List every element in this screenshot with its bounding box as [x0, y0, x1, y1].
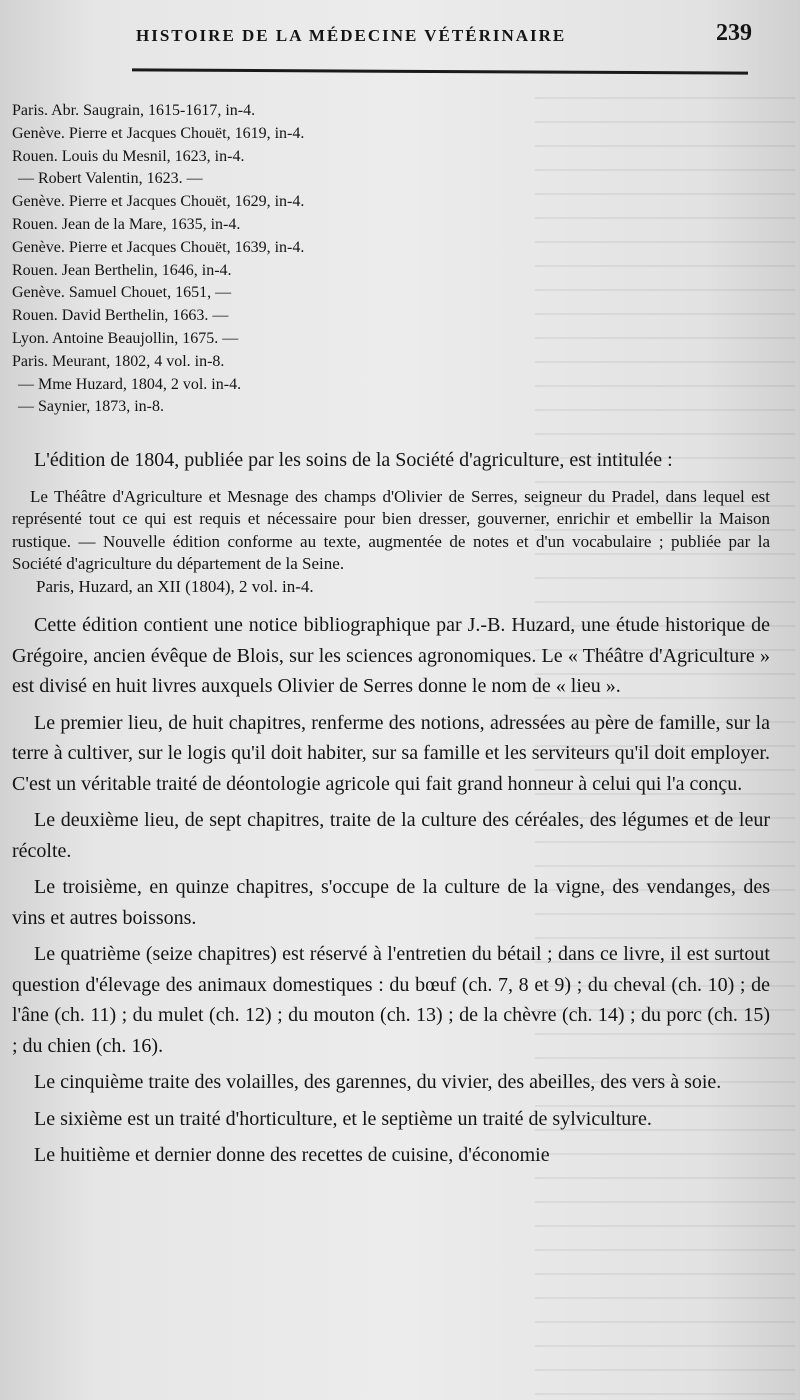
edition-line: — Robert Valentin, 1623. —	[18, 170, 203, 188]
edition-line: — Mme Huzard, 1804, 2 vol. in-4.	[18, 375, 242, 393]
edition-line: Genève. Pierre et Jacques Chouët, 1619, in-4.	[12, 124, 305, 142]
edition-line: Rouen. Jean de la Mare, 1635, in-4.	[12, 215, 241, 233]
title-quotation: Le Théâtre d'Agriculture et Mesnage des champs d'Olivier de Serres, seigneur du Pradel, dans lequel est représenté tout ce qui est requis et nécessaire pour bien dresser, gouverner, enrichir et embellir la Maison rustique. — Nouvelle édition conforme au texte, augmentée de notes et d'un vocabulaire ; publiée par la Société d'agriculture du département de la Seine.	[12, 486, 770, 573]
intro-paragraph: L'édition de 1804, publiée par les soins de la Société d'agriculture, est intitulée :	[34, 449, 673, 471]
page-number: 239	[716, 20, 752, 46]
paragraph: Cette édition contient une notice bibliographique par J.-B. Huzard, une étude historique de Grégoire, ancien évêque de Blois, sur les sciences agronomiques. Le « Théâtre d'Agriculture » est divisé en huit livres auxquels Olivier de Serres donne le nom de « lieu ».	[12, 614, 770, 697]
paragraph: Le troisième, en quinze chapitres, s'occupe de la culture de la vigne, des vendanges, des vins et autres boissons.	[12, 876, 770, 929]
paragraph: Le huitième et dernier donne des recettes de cuisine, d'économie	[34, 1144, 550, 1166]
edition-line: — Saynier, 1873, in-8.	[18, 398, 165, 416]
edition-line: Genève. Pierre et Jacques Chouët, 1629, in-4.	[12, 193, 305, 211]
edition-line: Paris. Abr. Saugrain, 1615-1617, in-4.	[12, 102, 256, 119]
edition-line: Rouen. David Berthelin, 1663. —	[12, 307, 229, 325]
paragraph: Le quatrième (seize chapitres) est réservé à l'entretien du bétail ; dans ce livre, il est surtout question d'élevage des animaux domestiques : du bœuf (ch. 7, 8 et 9) ; du cheval (ch. 10) ; de l'âne (ch. 11) ; du mulet (ch. 12) ; du mouton (ch. 13) ; de la chèvre (ch. 14) ; du porc (ch. 15) ; du chien (ch. 16).	[12, 943, 770, 1057]
edition-line: Genève. Samuel Chouet, 1651, —	[12, 284, 232, 302]
imprint-line: Paris, Huzard, an XII (1804), 2 vol. in-4.	[36, 576, 314, 596]
editions-list	[12, 100, 532, 419]
paragraph: Le sixième est un traité d'horticulture, et le septième un traité de sylviculture.	[34, 1107, 652, 1130]
main-text	[12, 445, 770, 1177]
paragraph: Le deuxième lieu, de sept chapitres, traite de la culture des céréales, des légumes et de leur récolte.	[12, 809, 770, 862]
edition-line: Genève. Pierre et Jacques Chouët, 1639, in-4.	[12, 238, 305, 256]
paragraph: Le cinquième traite des volailles, des garennes, du vivier, des abeilles, des vers à soie.	[34, 1071, 722, 1093]
edition-line: Rouen. Louis du Mesnil, 1623, in-4.	[12, 147, 245, 165]
header-rule	[132, 68, 748, 74]
running-head	[130, 18, 760, 58]
paragraph: Le premier lieu, de huit chapitres, renferme des notions, adressées au père de famille, sur la terre à cultiver, sur le logis qu'il doit habiter, sur sa famille et les serviteurs qu'il doit employer. C'est un véritable traité de déontologie agricole qui fait grand honneur à celui qui l'a conçu.	[12, 711, 770, 795]
edition-line: Rouen. Jean Berthelin, 1646, in-4.	[12, 261, 232, 279]
running-title: HISTOIRE DE LA MÉDECINE VÉTÉRINAIRE	[136, 26, 567, 45]
edition-line: Lyon. Antoine Beaujollin, 1675. —	[12, 329, 239, 347]
edition-line: Paris. Meurant, 1802, 4 vol. in-8.	[12, 352, 225, 370]
